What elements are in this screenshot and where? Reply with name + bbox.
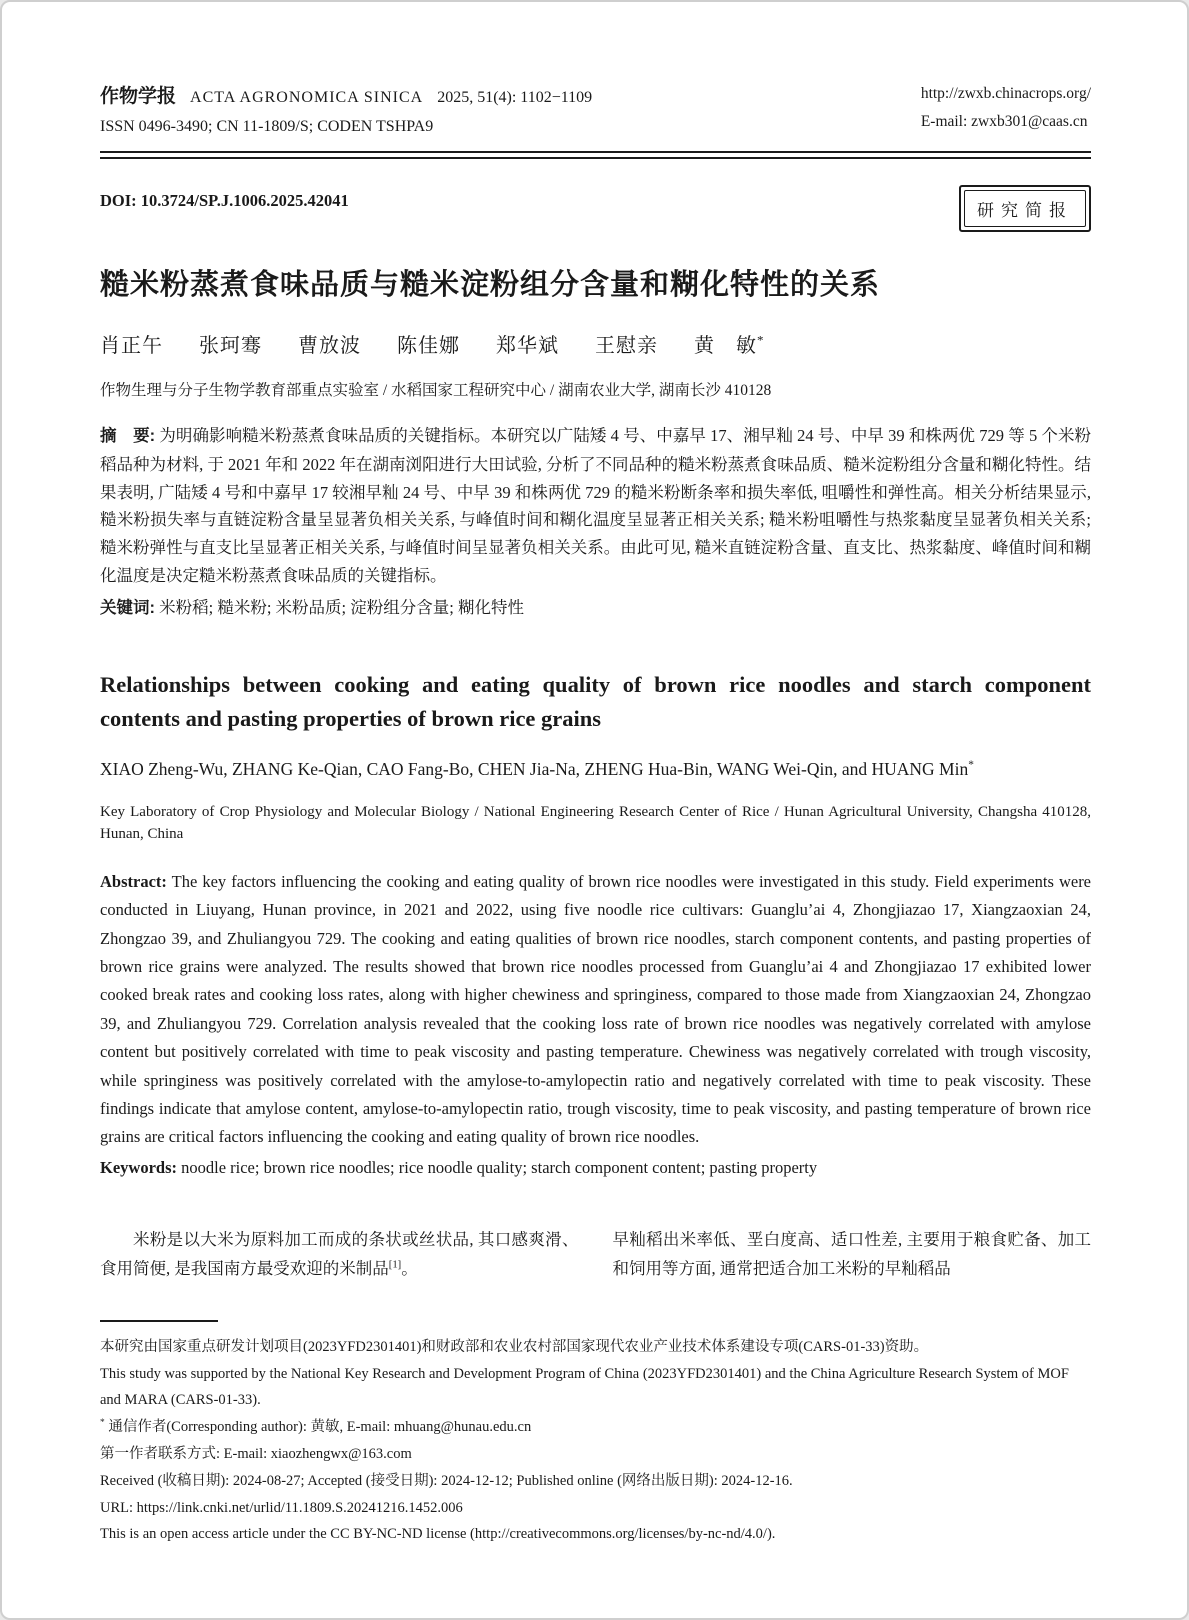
journal-title-line [100,80,592,113]
cn-abstract [100,422,1091,589]
en-title: Relationships between cooking and eating quality of brown rice noodles and starch component contents and pasting properties of brown rice grains [100,672,1091,732]
reference-mark[interactable]: [1] [388,1258,402,1271]
en-keywords-text: noodle rice; brown rice noodles; rice noodle quality; starch component content; pasting property [181,1157,818,1177]
cn-author: 陈佳娜 [397,335,460,358]
journal-website-link[interactable]: http://zwxb.chinacrops.org/ [920,85,1091,102]
cn-author: 张珂骞 [199,335,262,358]
journal-header-left [100,80,592,141]
en-abstract-text: The key factors influencing the cooking and eating quality of brown rice noodles were investigated in this study. Field experiments were conducted in Liuyang, Hunan province, in 2021 and 2022, using five noodle rice cultivars: Guanglu’ai 4, Zhongjiazao 17, Xiangzaoxian 24, Zhongzao 39, and Zhuliangyou 729. The cooking and eating qualities of brown rice noodles, starch component contents, and pasting properties of brown rice grains were analyzed. The results showed that brown rice noodles processed from Guanglu’ai 4 and Zhongjiazao 17 exhibited lower cooked break rates and cooking loss rates, along with higher chewiness and springiness, compared to those made from Xiangzaoxian 24, Zhongzao 39, and Zhuliangyou 729. Correlation analysis revealed that the cooking loss rate of brown rice noodles was negatively correlated with amylose content but positively correlated with time to peak viscosity and pasting temperature. Chewiness was negatively correlated with trough viscosity, while springiness was positively correlated with the amylose-to-amylopectin ratio and negatively correlated with time to peak viscosity. These findings indicate that amylose content, amylose-to-amylopectin ratio, trough viscosity, time to peak viscosity, and pasting temperature of brown rice grains are critical factors influencing the cooking and eating quality of brown rice noodles. [100,871,1092,1147]
body-column-right: 早籼稻出米率低、垩白度高、适口性差, 主要用于粮食贮备、加工和饲用等方面, 通常把适合加工米粉的早籼稻品 [612,1230,1091,1278]
journal-issn-line: ISSN 0496-3490; CN 11-1809/S; CODEN TSHPA9 [100,118,434,136]
header-divider [100,151,1091,159]
article-type-badge-label: 研究简报 [964,190,1086,227]
footnote-license[interactable]: This is an open access article under the CC BY-NC-ND license (http://creativecommons.org/licenses/by-nc-nd/4.0/). [100,1526,776,1543]
footnote-funding-en: This study was supported by the National Key Research and Development Program of China (2023YFD2301401) and the China Agriculture Research System of MOF and MARA (CARS-01-33). [100,1365,1069,1409]
footnote-star: * [100,1418,105,1429]
footnote-dates: Received (收稿日期): 2024-08-27; Accepted (接受日期): 2024-12-12; Published online (网络出版日期): 2024-12-16. [100,1472,793,1489]
body-left-text: 米粉是以大米为原料加工而成的条状或丝状品, 其口感爽滑、食用简便, 是我国南方最受欢迎的米制品 [100,1230,579,1278]
corresponding-author-mark-en: * [968,758,974,771]
cn-abstract-text: 为明确影响糙米粉蒸煮食味品质的关键指标。本研究以广陆矮 4 号、中嘉早 17、湘早籼 24 号、中早 39 和株两优 729 等 5 个米粉稻品种为材料, 于 2021 年和 2022 年在湖南浏阳进行大田试验, 分析了不同品种的糙米粉蒸煮食味品质、糙米淀粉组分含量和糊化特性。结果表明, 广陆矮 4 号和中嘉早 17 较湘早籼 24 号、中早 39 和株两优 729 的糙米粉断条率和损失率低, 咀嚼性和弹性高。相关分析结果显示, 糙米粉损失率与直链淀粉含量呈显著负相关关系, 与峰值时间和糊化温度呈显著正相关关系; 糙米粉咀嚼性与热浆黏度呈显著负相关关系; 糙米粉弹性与直支比呈显著正相关关系, 与峰值时间呈显著负相关关系。由此可见, 糙米直链淀粉含量、直支比、热浆黏度、峰值时间和糊化温度是决定糙米粉蒸煮食味品质的关键指标。 [100,426,1092,585]
doi-row [100,185,1091,232]
journal-email-link[interactable]: E-mail: zwxb301@caas.cn [920,112,1088,130]
cn-keywords-text: 米粉稻; 糙米粉; 米粉品质; 淀粉组分含量; 糊化特性 [159,597,524,617]
cn-title: 糙米粉蒸煮食味品质与糙米淀粉组分含量和糊化特性的关系 [100,269,881,302]
en-authors: XIAO Zheng-Wu, ZHANG Ke-Qian, CAO Fang-Bo, CHEN Jia-Na, ZHENG Hua-Bin, WANG Wei-Qin, and HUANG Min* [100,758,974,779]
cn-author: 郑华斌 [496,335,559,358]
footnote-first-author[interactable]: 第一作者联系方式: E-mail: xiaozhengwx@163.com [100,1446,412,1463]
cn-author: 王慰亲 [595,335,658,358]
en-keywords [100,1154,1091,1182]
cn-author: 肖正午 [100,335,163,358]
journal-name-en: ACTA AGRONOMICA SINICA [190,89,424,106]
en-keywords-label: Keywords: [100,1157,177,1177]
journal-header-right [921,80,1091,136]
journal-issue-info: 2025, 51(4): 1102−1109 [437,89,593,106]
en-affiliation: Key Laboratory of Crop Physiology and Molecular Biology / National Engineering Research Center of Rice / Hunan Agricultural University, Changsha 410128, Hunan, China [100,803,1091,843]
en-abstract [100,868,1091,1152]
cn-authors [100,329,1091,358]
cn-keywords [100,594,1091,623]
footnote-separator [100,1320,218,1322]
cn-keywords-label: 关键词: [100,598,155,617]
body-left-end: 。 [401,1258,418,1278]
body-columns [100,1226,1091,1284]
doi-line: DOI: 10.3724/SP.J.1006.2025.42041 [100,191,349,211]
footnote-corresponding: * 通信作者(Corresponding author): 黄敏, E-mail: mhuang@hunau.edu.cn [100,1418,532,1436]
cn-abstract-label: 摘 要: [100,427,156,446]
article-type-badge [959,185,1091,232]
cn-affiliation: 作物生理与分子生物学教育部重点实验室 / 水稻国家工程研究中心 / 湖南农业大学, 湖南长沙 410128 [100,382,772,400]
corresponding-author-mark: * [757,332,765,348]
journal-header [100,80,1091,141]
en-abstract-label: Abstract: [100,871,167,891]
journal-name-cn: 作物学报 [100,86,177,107]
footnote-funding-cn: 本研究由国家重点研发计划项目(2023YFD2301401)和财政部和农业农村部国家现代农业产业技术体系建设专项(CARS-01-33)资助。 [100,1338,929,1355]
footnotes [100,1334,1091,1549]
body-column-left [100,1226,579,1284]
cn-author-corresponding: 黄 敏* [694,332,765,358]
cn-author: 曹放波 [298,335,361,358]
footnote-url[interactable]: URL: https://link.cnki.net/urlid/11.1809.S.20241216.1452.006 [100,1499,463,1516]
